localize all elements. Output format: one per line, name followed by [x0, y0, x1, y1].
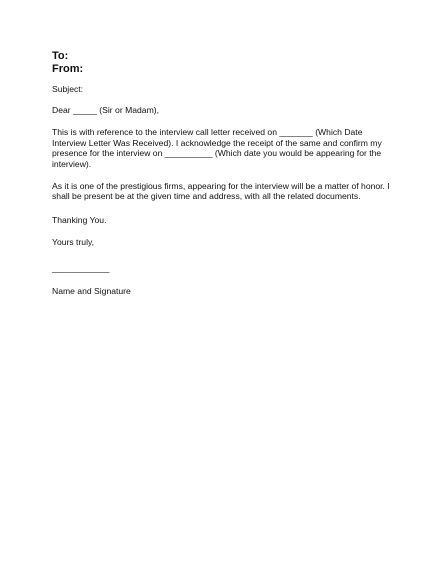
salutation: Dear _____ (Sir or Madam),: [52, 104, 159, 115]
paragraph-honor-statement: As it is one of the prestigious firms, appearing for the interview will be a matter of honor. I shall be present be at the given time and address, with all the related documents.: [52, 180, 390, 202]
from-label: From:: [52, 62, 84, 75]
signature-blank-line: ____________: [52, 262, 110, 273]
thanks-line: Thanking You.: [52, 214, 107, 225]
signature-label: Name and Signature: [52, 285, 131, 296]
paragraph-interview-confirmation: This is with reference to the interview call letter received on _______ (Which Date Interview Letter Was Received). I acknowledge the receipt of the same and confirm my presence for the interview on __________ (Which date you would be appearing for the interview).: [52, 127, 382, 169]
subject-line: Subject:: [52, 84, 84, 94]
closing-line: Yours truly,: [52, 237, 95, 248]
to-label: To:: [52, 50, 69, 62]
letter-body: [52, 50, 392, 296]
